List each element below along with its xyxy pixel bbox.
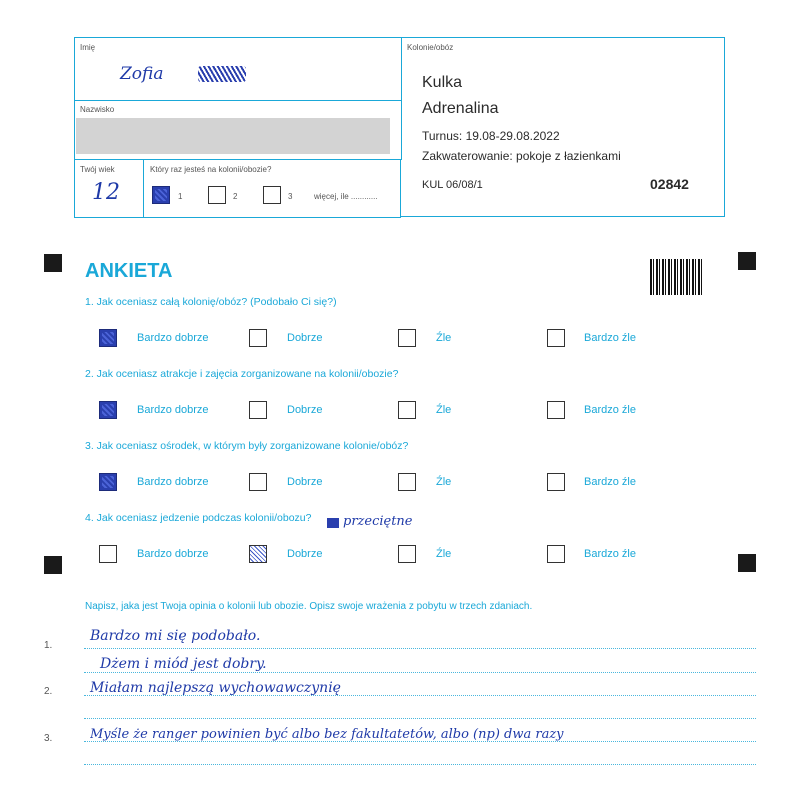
times-checkbox-3[interactable] [263,186,281,204]
q1-checkbox-good[interactable] [249,329,267,347]
q3-checkbox-bad[interactable] [398,473,416,491]
q3-option-very-bad: Bardzo źle [584,476,636,488]
times-option-2: 2 [233,192,238,201]
q4-checkbox-bad[interactable] [398,545,416,563]
registration-mark [738,554,756,572]
survey-title: ANKIETA [85,260,173,282]
last-name-redaction [76,118,390,154]
registration-mark [44,556,62,574]
first-name-scribble [198,66,246,82]
q4-option-bad: Źle [436,548,452,560]
question-2: 2. Jak oceniasz atrakcje i zajęcia zorganizowane na kolonii/obozie? [85,368,399,380]
q1-option-bad: Źle [436,332,452,344]
answer-text-2: Dżem i miód jest dobry. [100,656,267,672]
camp-code: KUL 06/08/1 [422,179,483,191]
q4-option-very-bad: Bardzo źle [584,548,636,560]
times-option-3: 3 [288,192,293,201]
q3-option-good: Dobrze [287,476,323,488]
q4-checkbox-very-bad[interactable] [547,545,565,563]
q4-checkbox-good[interactable] [249,545,267,563]
times-checkbox-2[interactable] [208,186,226,204]
accommodation: Zakwaterowanie: pokoje z łazienkami [422,149,621,163]
registration-mark [44,254,62,272]
q4-note-mark [327,518,339,528]
first-name-label: Imię [80,43,96,52]
q2-option-bad: Źle [436,404,452,416]
q2-option-good: Dobrze [287,404,323,416]
answer-line [84,764,756,765]
q1-checkbox-very-good[interactable] [99,329,117,347]
times-checkbox-1[interactable] [152,186,170,204]
q3-checkbox-very-good[interactable] [99,473,117,491]
q4-option-very-good: Bardzo dobrze [137,548,209,560]
line-number-1: 1. [44,640,53,651]
opinion-prompt: Napisz, jaka jest Twoja opinia o kolonii lub obozie. Opisz swoje wrażenia z pobytu w trzech zdaniach. [85,601,533,612]
q1-option-very-bad: Bardzo źle [584,332,636,344]
answer-line [84,648,756,649]
q2-checkbox-bad[interactable] [398,401,416,419]
camp-label: Kolonie/obóz [407,43,454,52]
q4-option-good: Dobrze [287,548,323,560]
times-label: Który raz jesteś na kolonii/obozie? [150,165,272,174]
q2-checkbox-good[interactable] [249,401,267,419]
last-name-label: Nazwisko [80,105,115,114]
q1-checkbox-very-bad[interactable] [547,329,565,347]
answer-text-1: Bardzo mi się podobało. [90,628,261,644]
answer-text-4: Myśle że ranger powinien być albo bez fakultatetów, albo (np) dwa razy [90,727,564,742]
first-name-value: Zofia [120,64,164,84]
barcode [650,259,702,295]
q2-checkbox-very-good[interactable] [99,401,117,419]
q3-option-bad: Źle [436,476,452,488]
camp-line2: Adrenalina [422,100,499,117]
turnus: Turnus: 19.08-29.08.2022 [422,129,560,143]
q3-option-very-good: Bardzo dobrze [137,476,209,488]
age-label: Twój wiek [80,165,115,174]
q4-handwritten-note: przeciętne [343,514,413,529]
q2-checkbox-very-bad[interactable] [547,401,565,419]
answer-line [84,718,756,719]
q1-checkbox-bad[interactable] [398,329,416,347]
q2-option-very-bad: Bardzo źle [584,404,636,416]
question-3: 3. Jak oceniasz ośrodek, w którym były zorganizowane kolonie/obóz? [85,440,409,452]
q1-option-good: Dobrze [287,332,323,344]
line-number-2: 2. [44,686,53,697]
q2-option-very-good: Bardzo dobrze [137,404,209,416]
q1-option-very-good: Bardzo dobrze [137,332,209,344]
camp-line1: Kulka [422,74,463,91]
line-number-3: 3. [44,733,53,744]
question-4: 4. Jak oceniasz jedzenie podczas kolonii/obozu? [85,512,312,524]
answer-text-3: Miałam najlepszą wychowawczynię [90,680,341,696]
times-option-1: 1 [178,192,183,201]
q3-checkbox-very-bad[interactable] [547,473,565,491]
question-1: 1. Jak oceniasz całą kolonię/obóz? (Podobało Ci się?) [85,296,337,308]
form-number: 02842 [650,176,689,192]
answer-line [84,672,756,673]
age-value: 12 [92,180,120,205]
registration-mark [738,252,756,270]
q3-checkbox-good[interactable] [249,473,267,491]
times-more-label: więcej, ile ............ [314,192,378,201]
q4-checkbox-very-good[interactable] [99,545,117,563]
